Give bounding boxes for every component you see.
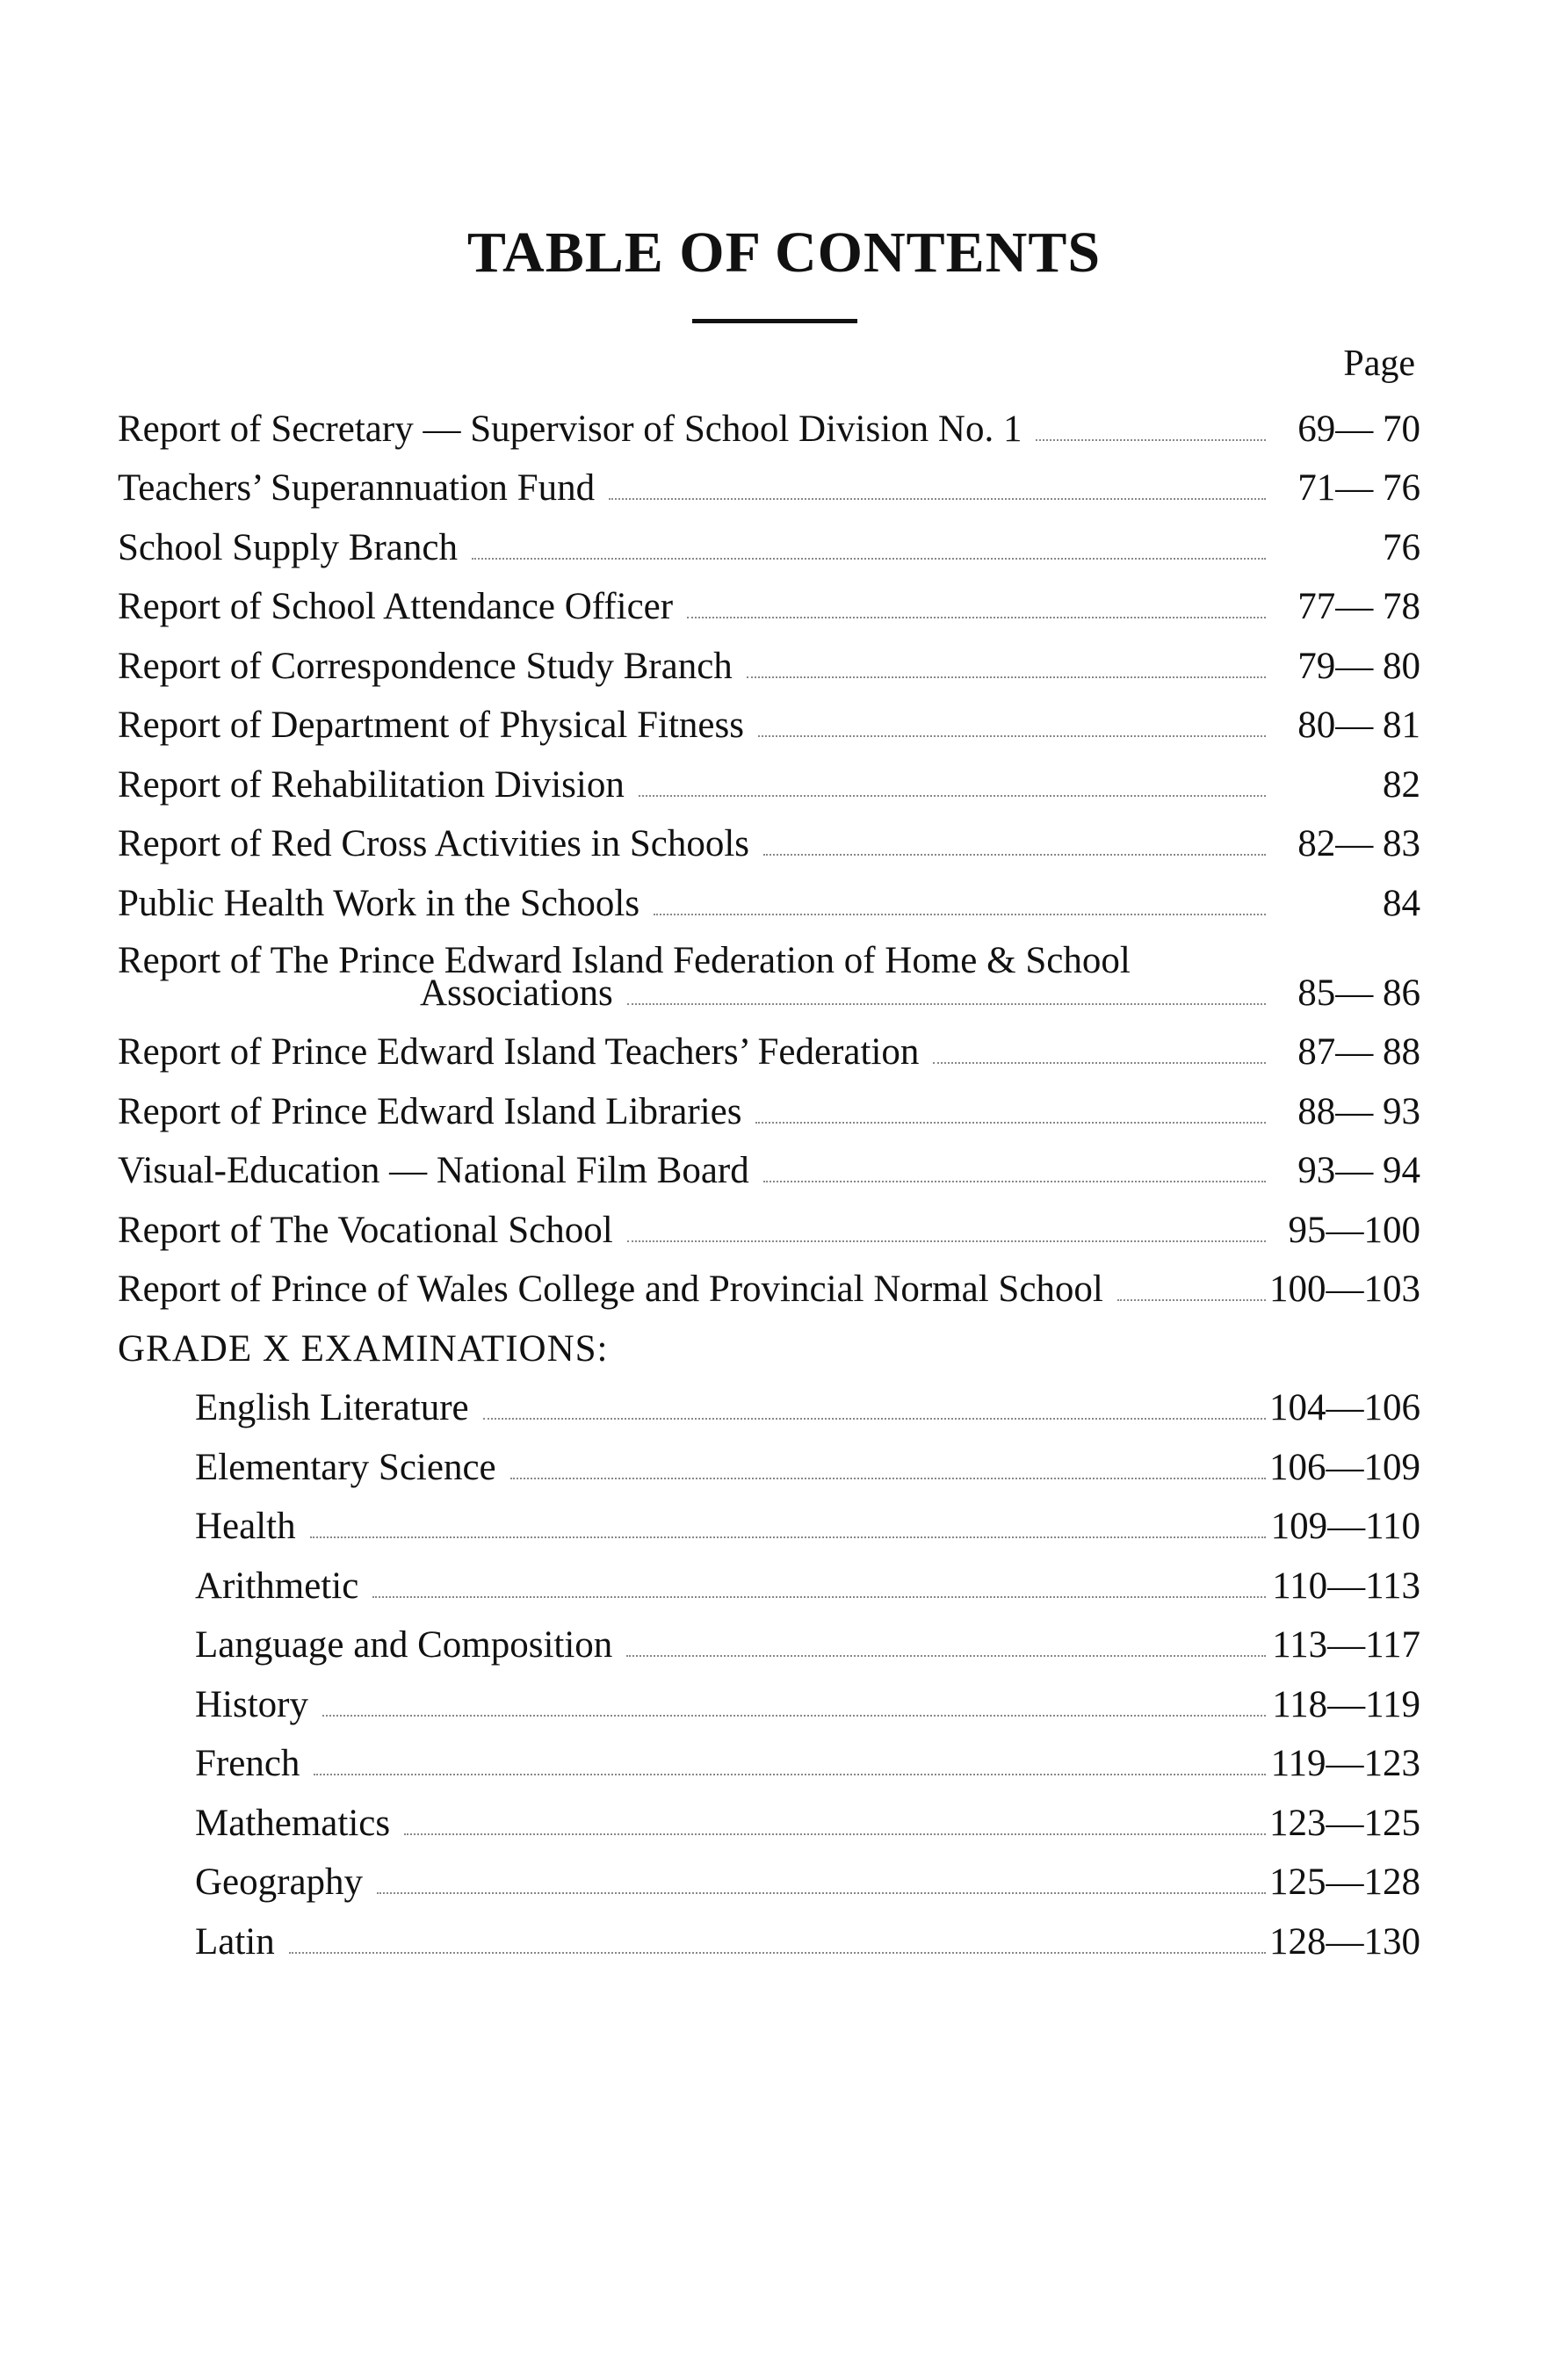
entry-label: Report of Rehabilitation Division (118, 763, 625, 806)
dot-leader (372, 1596, 1266, 1598)
entry-pages: 79— 80 (1297, 645, 1420, 687)
dot-leader (687, 617, 1266, 618)
exam-label: French (195, 1743, 300, 1784)
toc-entry (0, 578, 1568, 638)
dot-leader (747, 676, 1266, 678)
dot-leader (404, 1833, 1266, 1835)
entry-label: Report of Prince Edward Island Libraries (118, 1090, 742, 1132)
exam-entry (0, 1675, 1568, 1735)
entry-label: Public Health Work in the Schools (118, 882, 640, 924)
dot-leader (639, 795, 1266, 797)
exam-label: English Literature (195, 1387, 469, 1428)
dot-leader (1117, 1299, 1266, 1301)
exam-pages: 123—125 (1269, 1802, 1420, 1844)
entry-pages: 85— 86 (1297, 972, 1420, 1014)
exam-entry (0, 1854, 1568, 1913)
exam-label: History (195, 1683, 308, 1725)
entry-pages: 82— 83 (1297, 823, 1420, 864)
entry-pages: 93— 94 (1297, 1150, 1420, 1191)
entry-label: Report of Correspondence Study Branch (118, 645, 733, 687)
entry-pages: 76 (1383, 526, 1420, 568)
page-title: TABLE OF CONTENTS (466, 220, 1102, 285)
exam-entry (0, 1438, 1568, 1498)
exam-pages: 109—110 (1270, 1506, 1420, 1547)
entry-label: Report of Prince of Wales College and Provincial Normal School (118, 1269, 1103, 1310)
entry-label: Report of The Vocational School (118, 1209, 613, 1251)
dot-leader (472, 558, 1266, 560)
entry-label: Report of Department of Physical Fitness (118, 705, 744, 746)
toc-entry (0, 1082, 1568, 1142)
exam-entry (0, 1912, 1568, 1972)
toc-list (0, 400, 1568, 1972)
toc-entry (0, 400, 1568, 459)
dot-leader (755, 1122, 1266, 1124)
exam-label: Arithmetic (195, 1565, 359, 1607)
dot-leader (1036, 439, 1266, 441)
entry-label: Report of Prince Edward Island Teachers’ Federation (118, 1031, 920, 1073)
exam-label: Health (195, 1506, 296, 1547)
dot-leader (310, 1536, 1266, 1538)
exam-heading-label: GRADE X EXAMINATIONS: (118, 1327, 609, 1370)
entry-label-line2: Associations (420, 972, 613, 1014)
toc-entry (0, 1261, 1568, 1320)
entry-label: Report of Secretary — Supervisor of School Division No. 1 (118, 408, 1022, 450)
dot-leader (933, 1062, 1266, 1064)
exam-label: Elementary Science (195, 1446, 496, 1488)
dot-leader (627, 1240, 1266, 1242)
entry-pages: 100—103 (1269, 1269, 1420, 1310)
entry-label-line1: Report of The Prince Edward Island Federation of Home & School (118, 939, 1131, 981)
exam-pages: 106—109 (1269, 1446, 1420, 1488)
entry-pages: 71— 76 (1297, 467, 1420, 509)
exam-label: Geography (195, 1862, 364, 1903)
exam-entry (0, 1794, 1568, 1854)
toc-entry (0, 755, 1568, 815)
exam-label: Mathematics (195, 1802, 391, 1844)
exam-pages: 113—117 (1272, 1624, 1420, 1666)
toc-entry (0, 459, 1568, 519)
entry-pages: 84 (1383, 882, 1420, 924)
toc-entry (0, 697, 1568, 756)
entry-pages: 69— 70 (1297, 408, 1420, 450)
entry-label: Visual-Education — National Film Board (118, 1150, 749, 1191)
toc-entry (0, 874, 1568, 934)
page-column-header: Page (1343, 343, 1415, 384)
exam-pages: 119—123 (1270, 1743, 1420, 1784)
exam-section-heading (0, 1319, 1568, 1379)
toc-entry (0, 518, 1568, 578)
entry-pages: 87— 88 (1297, 1031, 1420, 1073)
dot-leader (510, 1478, 1266, 1479)
dot-leader (289, 1952, 1266, 1954)
dot-leader (654, 914, 1266, 915)
entry-pages: 95—100 (1288, 1209, 1420, 1251)
exam-entry (0, 1379, 1568, 1439)
entry-pages: 80— 81 (1297, 705, 1420, 746)
dot-leader (626, 1655, 1266, 1657)
exam-label: Language and Composition (195, 1624, 613, 1666)
exam-pages: 104—106 (1269, 1387, 1420, 1428)
exam-entry (0, 1557, 1568, 1616)
entry-pages: 82 (1383, 763, 1420, 806)
toc-entry (0, 1142, 1568, 1202)
entry-pages: 77— 78 (1297, 586, 1420, 627)
exam-entry (0, 1498, 1568, 1558)
entry-label: School Supply Branch (118, 526, 458, 568)
dot-leader (763, 1181, 1266, 1182)
toc-entry (0, 815, 1568, 875)
entry-label: Report of School Attendance Officer (118, 586, 674, 627)
exam-pages: 118—119 (1272, 1683, 1420, 1725)
entry-pages: 88— 93 (1297, 1090, 1420, 1132)
dot-leader (322, 1715, 1266, 1717)
toc-entry (0, 1201, 1568, 1261)
title-rule (692, 319, 857, 323)
exam-pages: 110—113 (1272, 1565, 1420, 1607)
dot-leader (483, 1418, 1266, 1420)
entry-label: Report of Red Cross Activities in Schools (118, 823, 750, 864)
exam-label: Latin (195, 1920, 275, 1963)
dot-leader (627, 1003, 1266, 1005)
entry-label: Teachers’ Superannuation Fund (118, 467, 596, 509)
exam-entry (0, 1735, 1568, 1795)
toc-entry (0, 1023, 1568, 1083)
toc-entry (0, 934, 1568, 1023)
dot-leader (314, 1774, 1266, 1775)
toc-entry (0, 637, 1568, 697)
exam-entry (0, 1616, 1568, 1676)
exam-pages: 125—128 (1269, 1862, 1420, 1903)
dot-leader (609, 498, 1266, 500)
dot-leader (758, 735, 1266, 737)
dot-leader (377, 1892, 1266, 1894)
exam-pages: 128—130 (1269, 1920, 1420, 1963)
dot-leader (763, 854, 1266, 856)
